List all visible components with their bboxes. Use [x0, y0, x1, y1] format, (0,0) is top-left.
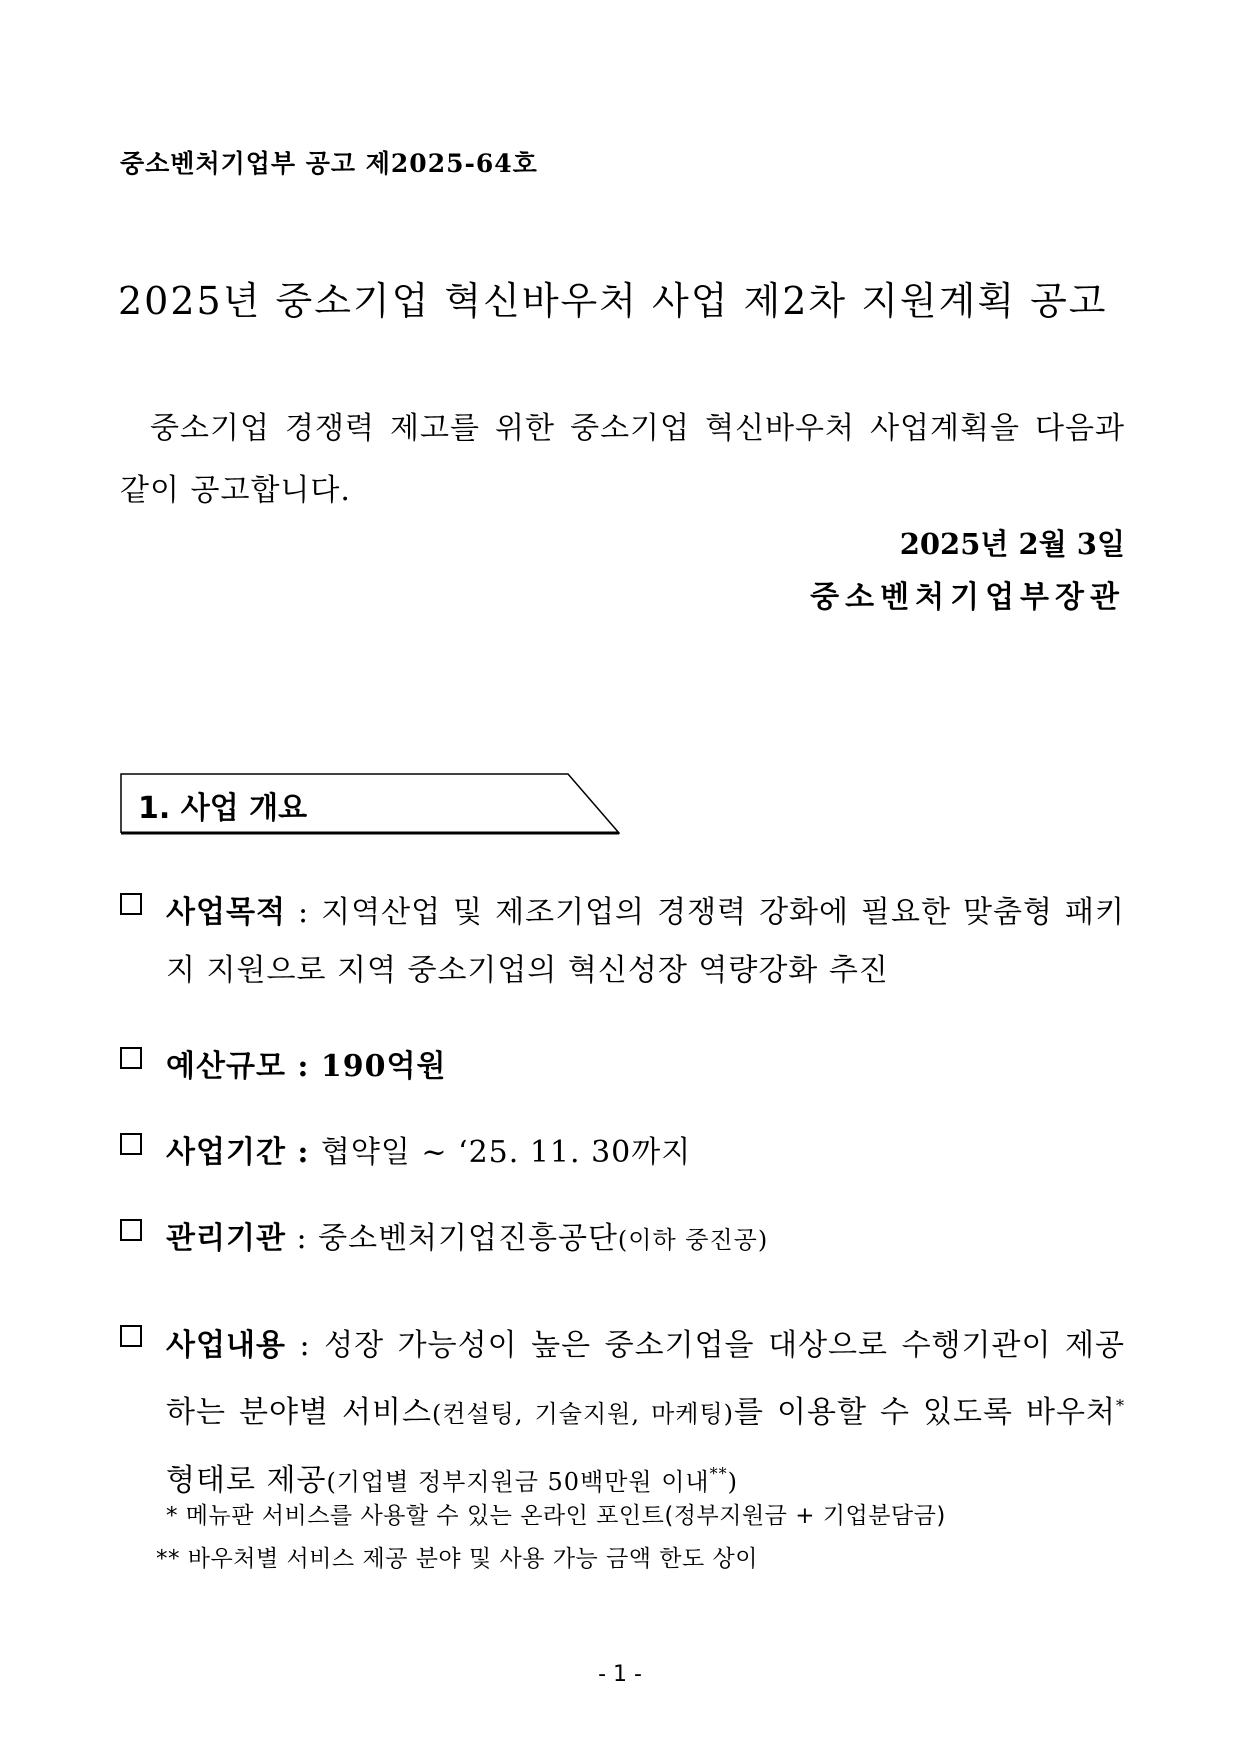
footnote-mark: * [1115, 1396, 1125, 1415]
list-item-agency [120, 1210, 1125, 1269]
item-separator: : [285, 1328, 325, 1363]
footnote-mark: ** [709, 1464, 728, 1483]
item-separator: : [285, 1221, 319, 1256]
issuer-name: 중소벤처기업부장관 [810, 580, 1125, 615]
footnote: ** 바우처별 서비스 제공 분야 및 사용 가능 금액 한도 상이 [156, 1546, 758, 1572]
item-text: 중소벤처기업진흥공단 [318, 1221, 618, 1256]
item-key: 예산규모 [166, 1049, 286, 1084]
item-text: 협약일 ~ ‘25. 11. 30까지 [320, 1135, 692, 1170]
item-separator: : [285, 1135, 321, 1170]
list-item-purpose [120, 884, 1125, 1000]
checkbox-square-icon [120, 1219, 142, 1241]
item-key: 사업목적 [166, 895, 286, 930]
item-text: 190억원 [320, 1049, 447, 1084]
list-item-budget [120, 1038, 1125, 1096]
intro-paragraph: 중소기업 경쟁력 제고를 위한 중소기업 혁신바우처 사업계획을 다음과 같이 공고합니다. [120, 411, 1125, 508]
section-header [120, 773, 620, 837]
page-number: - 1 - [598, 1662, 642, 1687]
list-item-period [120, 1124, 1125, 1182]
notice-date: 2025년 2월 3일 [899, 527, 1125, 561]
item-note: (이하 중진공) [617, 1226, 769, 1254]
footnote: * 메뉴판 서비스를 사용할 수 있는 온라인 포인트(정부지원금 + 기업분담금) [166, 1503, 946, 1529]
checkbox-square-icon [120, 1047, 142, 1069]
item-key: 관리기관 [166, 1221, 286, 1256]
checkbox-square-icon [120, 1133, 142, 1155]
checkbox-square-icon [120, 1325, 142, 1347]
notice-number: 중소벤처기업부 공고 제2025-64호 [120, 149, 538, 178]
item-key: 사업기간 [166, 1135, 286, 1170]
item-note: (기업별 정부지원금 50백만원 이내 [326, 1468, 710, 1496]
item-text: 를 이용할 수 있도록 바우처 [734, 1395, 1116, 1430]
item-key: 사업내용 [166, 1328, 286, 1363]
item-note: (컨설팅, 기술지원, 마케팅) [431, 1400, 735, 1428]
item-note: ) [727, 1468, 738, 1496]
item-separator: : [285, 1049, 321, 1084]
section-title: 1. 사업 개요 [138, 791, 308, 826]
page-title: 2025년 중소기업 혁신바우처 사업 제2차 지원계획 공고 [118, 279, 1108, 323]
list-item-content [120, 1316, 1125, 1512]
item-text: 형태로 제공 [166, 1463, 327, 1498]
item-text: 지역산업 및 제조기업의 경쟁력 강화에 필요한 맞춤형 패키지 지원으로 지역 중소기업의 혁신성장 역량강화 추진 [166, 895, 1125, 988]
checkbox-square-icon [120, 893, 142, 915]
item-text: 성장 가능성이 높은 중소기업을 대상으로 수행기관이 제공하는 분야별 서비스 [166, 1328, 1125, 1430]
item-separator: : [285, 895, 322, 930]
